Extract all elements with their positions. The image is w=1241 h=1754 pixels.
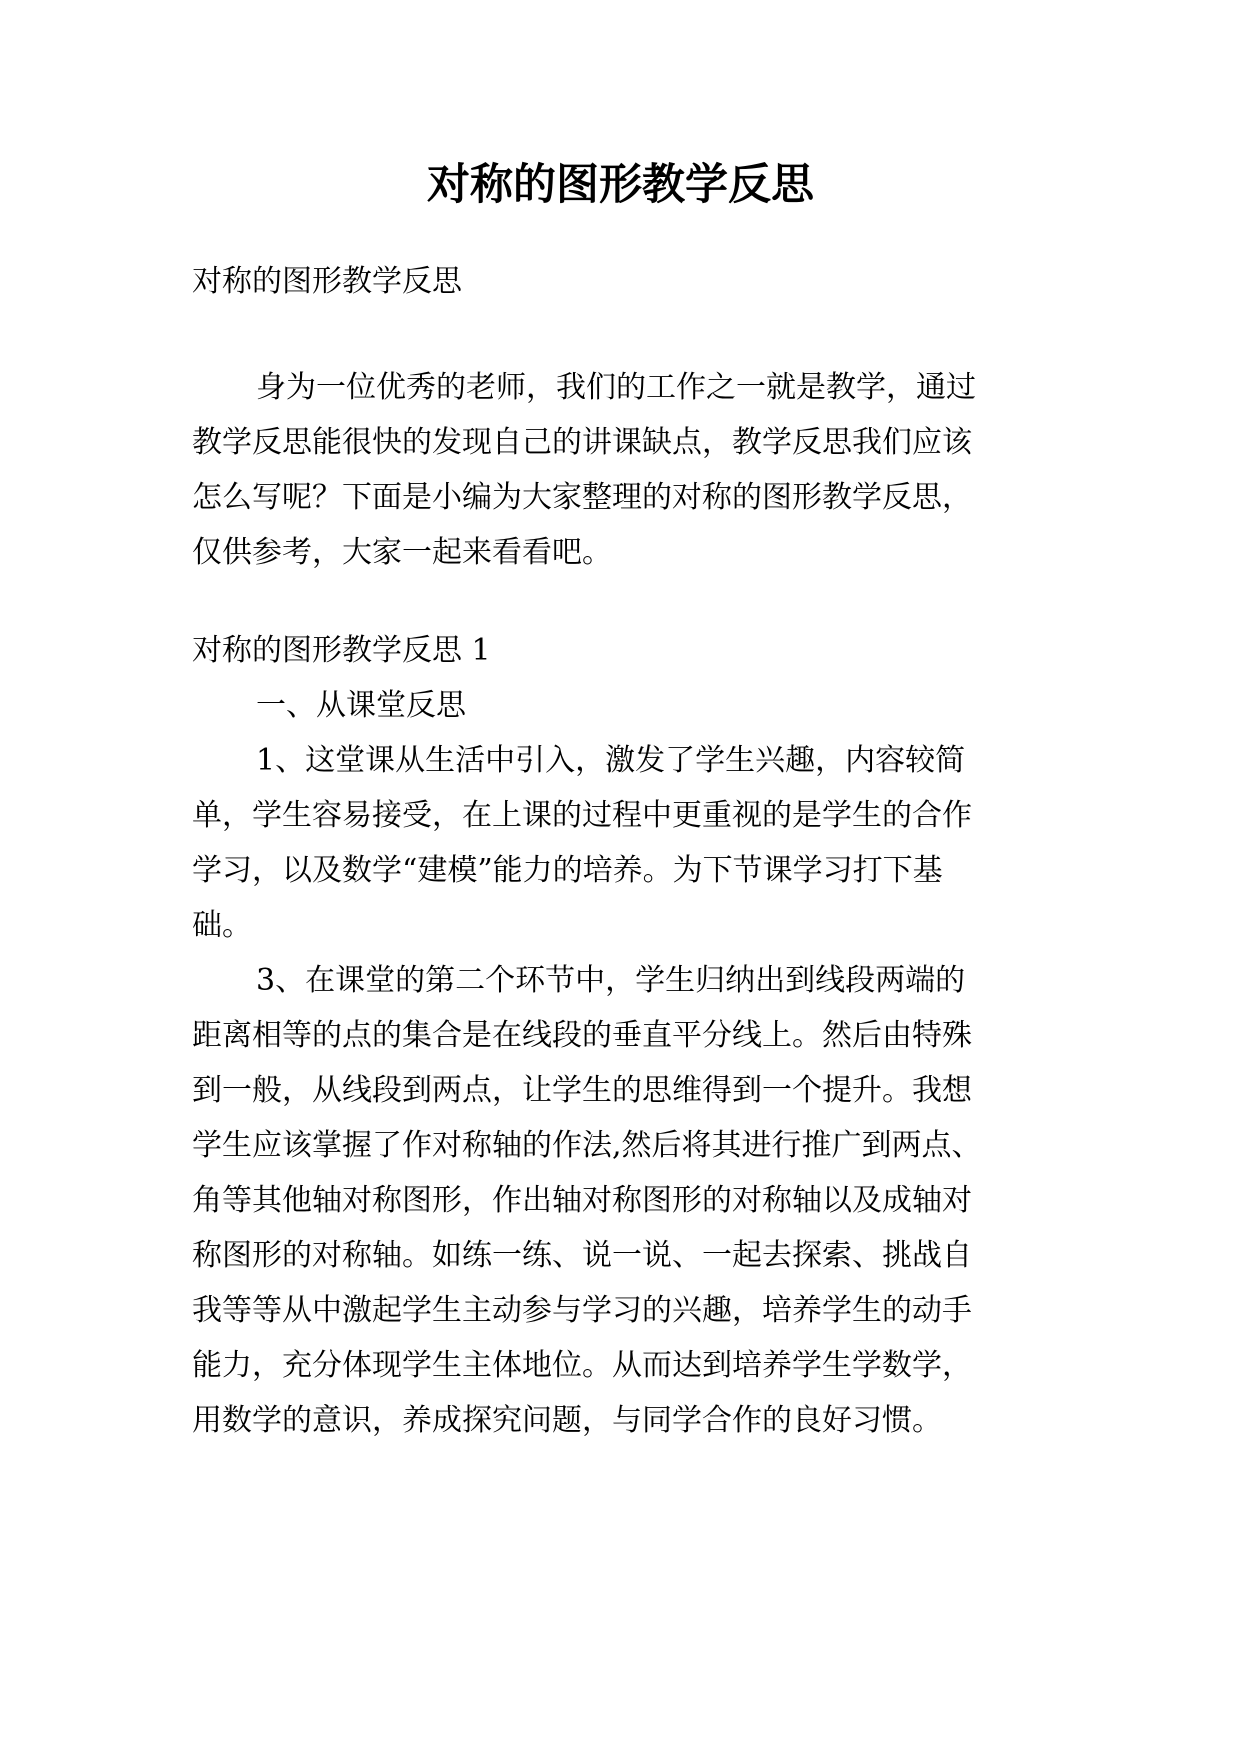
paragraph-line: 1、这堂课从生活中引入，激发了学生兴趣，内容较简 — [256, 743, 966, 778]
intro-line: 身为一位优秀的老师，我们的工作之一就是教学，通过 — [256, 370, 976, 405]
intro-line: 教学反思能很快的发现自己的讲课缺点，教学反思我们应该 — [192, 425, 972, 460]
paragraph-line: 能力，充分体现学生主体地位。从而达到培养学生学数学， — [192, 1348, 972, 1383]
paragraph-line: 单，学生容易接受，在上课的过程中更重视的是学生的合作 — [192, 798, 972, 833]
paragraph-line: 础。 — [192, 908, 252, 943]
document-subtitle: 对称的图形教学反思 — [192, 264, 462, 299]
paragraph-line: 学生应该掌握了作对称轴的作法,然后将其进行推广到两点、 — [192, 1128, 982, 1163]
paragraph-line: 到一般，从线段到两点，让学生的思维得到一个提升。我想 — [192, 1073, 972, 1108]
intro-line: 怎么写呢？下面是小编为大家整理的对称的图形教学反思， — [192, 480, 972, 515]
subsection-heading: 一、从课堂反思 — [256, 688, 466, 723]
paragraph-line: 学习，以及数学“建模”能力的培养。为下节课学习打下基 — [192, 853, 943, 888]
paragraph-line: 角等其他轴对称图形，作出轴对称图形的对称轴以及成轴对 — [192, 1183, 972, 1218]
paragraph-line: 我等等从中激起学生主动参与学习的兴趣，培养学生的动手 — [192, 1293, 972, 1328]
paragraph-line: 距离相等的点的集合是在线段的垂直平分线上。然后由特殊 — [192, 1018, 972, 1053]
paragraph-line: 3、在课堂的第二个环节中，学生归纳出到线段两端的 — [256, 963, 966, 998]
intro-line: 仅供参考，大家一起来看看吧。 — [192, 535, 612, 570]
paragraph-line: 称图形的对称轴。如练一练、说一说、一起去探索、挑战自 — [192, 1238, 972, 1273]
paragraph-line: 用数学的意识，养成探究问题，与同学合作的良好习惯。 — [192, 1403, 942, 1438]
document-title: 对称的图形教学反思 — [427, 160, 814, 210]
section-heading: 对称的图形教学反思 1 — [192, 633, 491, 668]
